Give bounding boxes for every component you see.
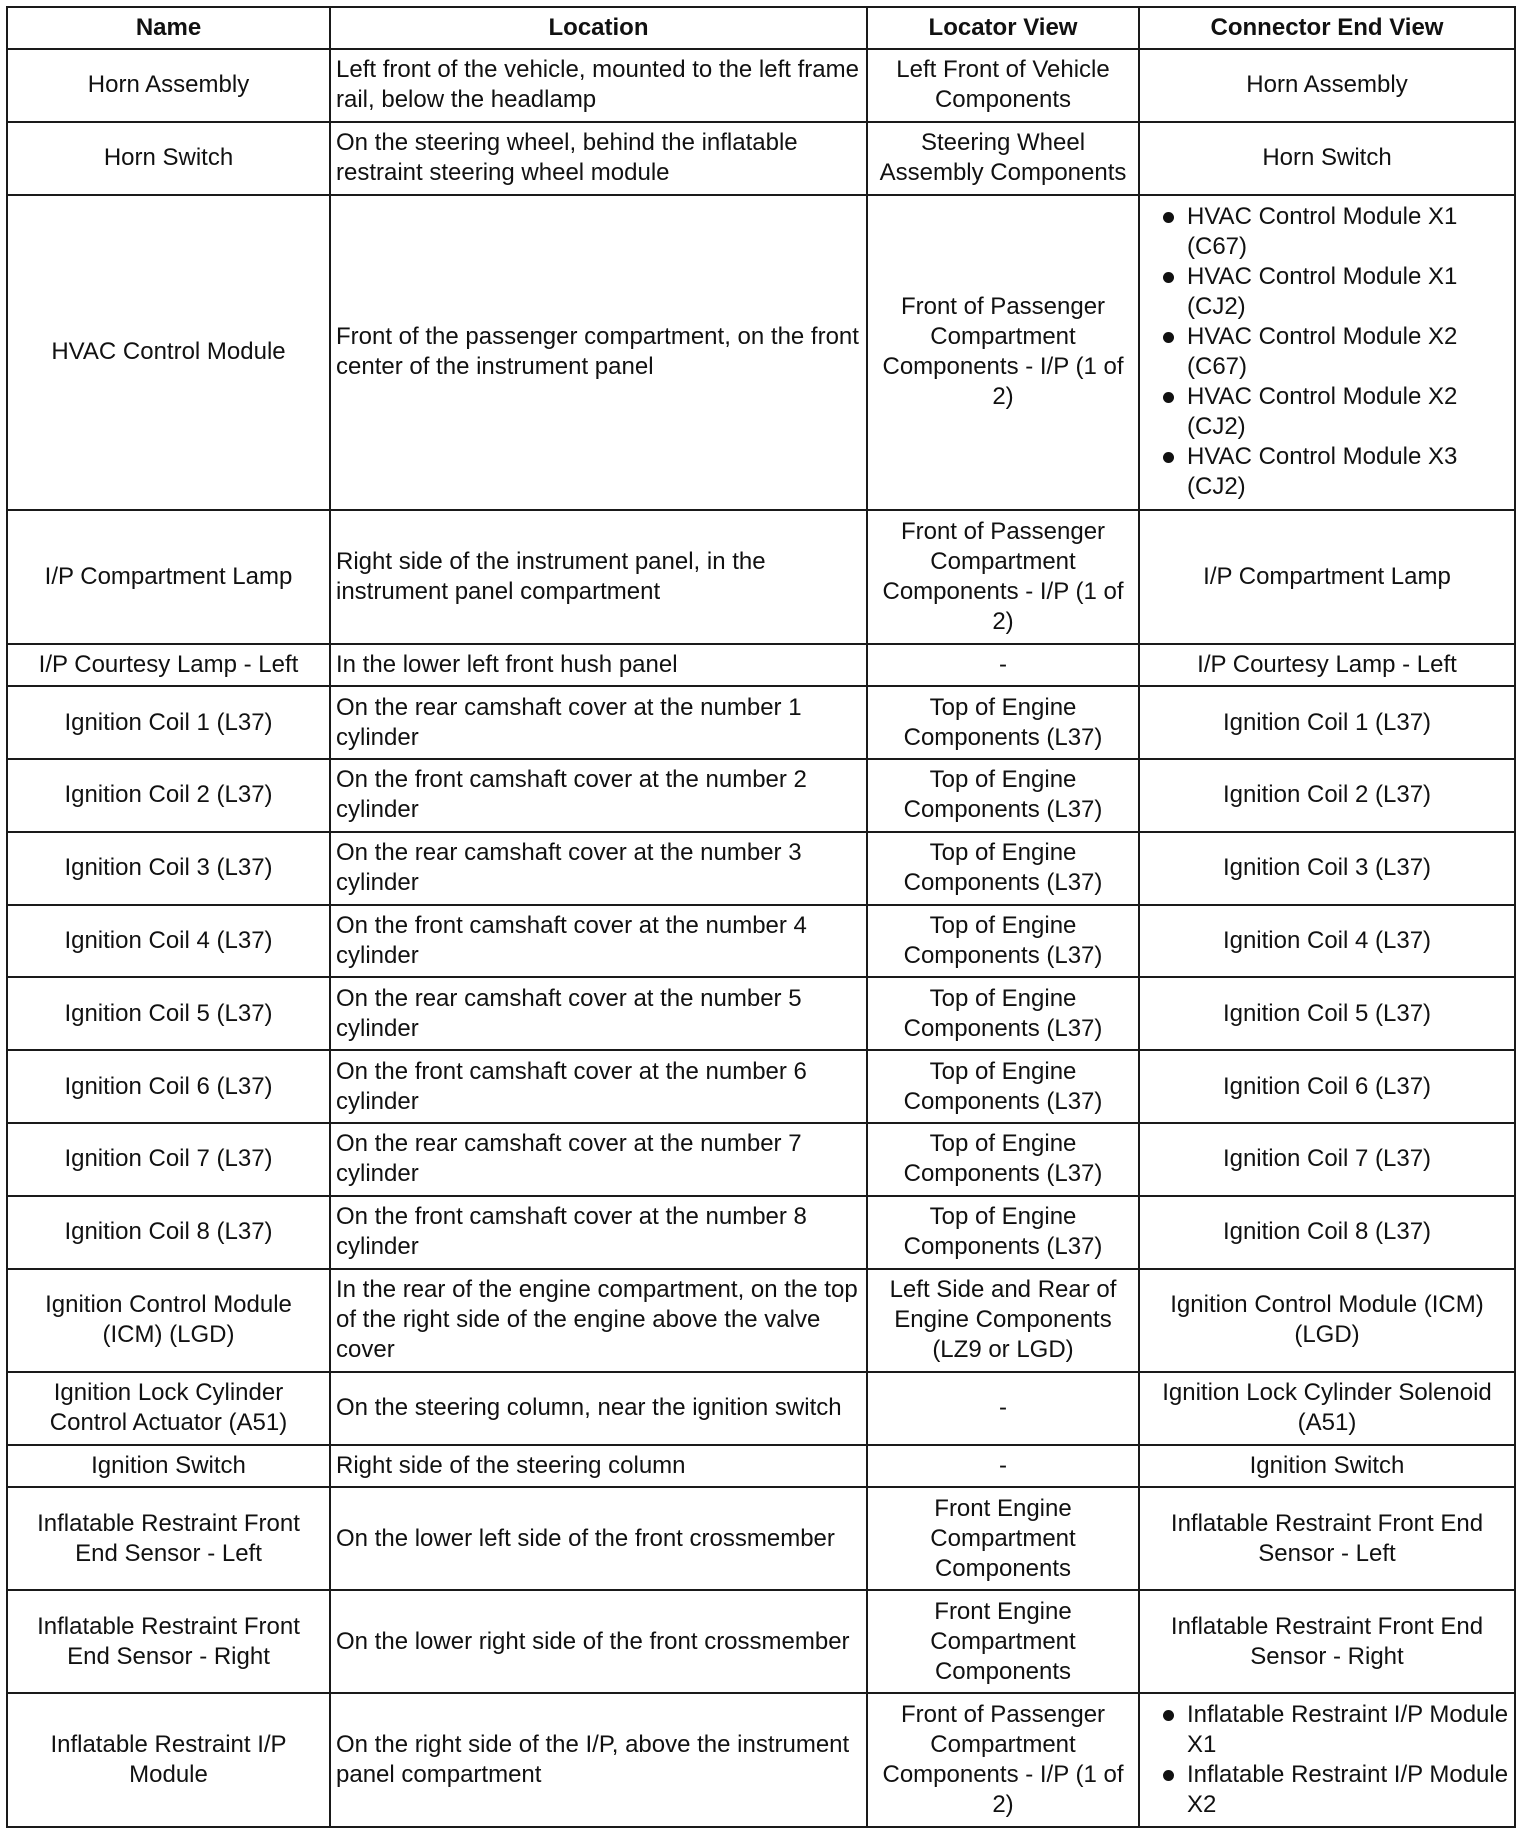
cell-location: In the rear of the engine compartment, on the top of the right side of the engine above the valve cover <box>330 1269 867 1372</box>
cell-locator-view: Left Front of Vehicle Components <box>867 49 1139 122</box>
cell-location: On the lower left side of the front crossmember <box>330 1487 867 1590</box>
cell-name: Ignition Coil 6 (L37) <box>7 1050 330 1123</box>
header-row <box>7 7 1515 49</box>
cell-name: Ignition Control Module (ICM) (LGD) <box>7 1269 330 1372</box>
cell-connector-end-view: Ignition Coil 2 (L37) <box>1139 759 1515 832</box>
header-connector-end-view: Connector End View <box>1139 7 1515 49</box>
cell-connector-end-view: Ignition Coil 5 (L37) <box>1139 977 1515 1050</box>
table-row <box>7 1196 1515 1269</box>
cell-locator-view: Front of Passenger Compartment Components - I/P (1 of 2) <box>867 510 1139 644</box>
cell-locator-view: - <box>867 644 1139 686</box>
cell-name: Horn Assembly <box>7 49 330 122</box>
cell-locator-view: Top of Engine Components (L37) <box>867 686 1139 759</box>
connector-list-item: HVAC Control Module X1 (CJ2) <box>1145 262 1509 322</box>
table-row <box>7 644 1515 686</box>
cell-locator-view: - <box>867 1445 1139 1487</box>
table-row <box>7 195 1515 511</box>
cell-locator-view: Front of Passenger Compartment Components - I/P (1 of 2) <box>867 195 1139 511</box>
cell-connector-end-view: Horn Switch <box>1139 122 1515 195</box>
cell-locator-view: Front Engine Compartment Components <box>867 1487 1139 1590</box>
connector-list-item: HVAC Control Module X2 (C67) <box>1145 322 1509 382</box>
cell-location: On the right side of the I/P, above the instrument panel compartment <box>330 1693 867 1827</box>
connector-list <box>1145 1700 1509 1820</box>
cell-name: Ignition Coil 7 (L37) <box>7 1123 330 1196</box>
cell-name: Inflatable Restraint I/P Module <box>7 1693 330 1827</box>
cell-connector-end-view: Ignition Coil 1 (L37) <box>1139 686 1515 759</box>
cell-location: On the steering column, near the ignition switch <box>330 1372 867 1445</box>
table-row <box>7 1123 1515 1196</box>
cell-connector-end-view: Inflatable Restraint Front End Sensor - Left <box>1139 1487 1515 1590</box>
cell-name: Ignition Coil 2 (L37) <box>7 759 330 832</box>
table-row <box>7 686 1515 759</box>
cell-name: Ignition Lock Cylinder Control Actuator (A51) <box>7 1372 330 1445</box>
cell-locator-view: Front Engine Compartment Components <box>867 1590 1139 1693</box>
cell-connector-end-view: Ignition Control Module (ICM) (LGD) <box>1139 1269 1515 1372</box>
connector-list <box>1145 202 1509 502</box>
cell-locator-view: Top of Engine Components (L37) <box>867 759 1139 832</box>
table-row <box>7 1372 1515 1445</box>
cell-name: Ignition Coil 1 (L37) <box>7 686 330 759</box>
cell-location: Right side of the instrument panel, in the instrument panel compartment <box>330 510 867 644</box>
cell-locator-view: Top of Engine Components (L37) <box>867 832 1139 905</box>
cell-locator-view: Top of Engine Components (L37) <box>867 977 1139 1050</box>
table-row <box>7 977 1515 1050</box>
table-row <box>7 1050 1515 1123</box>
table-row <box>7 1487 1515 1590</box>
cell-connector-end-view: I/P Compartment Lamp <box>1139 510 1515 644</box>
cell-connector-end-view: Ignition Lock Cylinder Solenoid (A51) <box>1139 1372 1515 1445</box>
cell-connector-end-view: Inflatable Restraint Front End Sensor - Right <box>1139 1590 1515 1693</box>
cell-connector-end-view: Ignition Coil 3 (L37) <box>1139 832 1515 905</box>
header-location: Location <box>330 7 867 49</box>
cell-connector-end-view: Ignition Switch <box>1139 1445 1515 1487</box>
cell-connector-end-view: Ignition Coil 8 (L37) <box>1139 1196 1515 1269</box>
cell-locator-view: Left Side and Rear of Engine Components (LZ9 or LGD) <box>867 1269 1139 1372</box>
cell-connector-end-view: Ignition Coil 4 (L37) <box>1139 905 1515 978</box>
cell-location: On the rear camshaft cover at the number 5 cylinder <box>330 977 867 1050</box>
cell-location: On the steering wheel, behind the inflatable restraint steering wheel module <box>330 122 867 195</box>
cell-name: Ignition Coil 4 (L37) <box>7 905 330 978</box>
cell-locator-view: Top of Engine Components (L37) <box>867 905 1139 978</box>
cell-name: Ignition Coil 8 (L37) <box>7 1196 330 1269</box>
cell-location: In the lower left front hush panel <box>330 644 867 686</box>
cell-locator-view: Steering Wheel Assembly Components <box>867 122 1139 195</box>
cell-connector-end-view <box>1139 195 1515 511</box>
cell-location: Left front of the vehicle, mounted to the left frame rail, below the headlamp <box>330 49 867 122</box>
table-row <box>7 1269 1515 1372</box>
cell-name: HVAC Control Module <box>7 195 330 511</box>
cell-location: On the front camshaft cover at the number 6 cylinder <box>330 1050 867 1123</box>
cell-connector-end-view: Horn Assembly <box>1139 49 1515 122</box>
table-body <box>7 49 1515 1827</box>
table-row <box>7 510 1515 644</box>
connector-list-item: HVAC Control Module X3 (CJ2) <box>1145 442 1509 502</box>
cell-name: Ignition Coil 3 (L37) <box>7 832 330 905</box>
cell-location: On the rear camshaft cover at the number 3 cylinder <box>330 832 867 905</box>
cell-name: Inflatable Restraint Front End Sensor - Right <box>7 1590 330 1693</box>
table-row <box>7 832 1515 905</box>
cell-name: Ignition Switch <box>7 1445 330 1487</box>
cell-locator-view: Front of Passenger Compartment Components - I/P (1 of 2) <box>867 1693 1139 1827</box>
cell-connector-end-view: Ignition Coil 7 (L37) <box>1139 1123 1515 1196</box>
cell-location: On the lower right side of the front crossmember <box>330 1590 867 1693</box>
connector-list-item: Inflatable Restraint I/P Module X1 <box>1145 1700 1509 1760</box>
cell-connector-end-view: I/P Courtesy Lamp - Left <box>1139 644 1515 686</box>
cell-name: Inflatable Restraint Front End Sensor - Left <box>7 1487 330 1590</box>
table-row <box>7 905 1515 978</box>
header-name: Name <box>7 7 330 49</box>
cell-locator-view: Top of Engine Components (L37) <box>867 1196 1139 1269</box>
cell-location: On the front camshaft cover at the number 8 cylinder <box>330 1196 867 1269</box>
table-row <box>7 759 1515 832</box>
table-row <box>7 1590 1515 1693</box>
cell-location: On the front camshaft cover at the number 2 cylinder <box>330 759 867 832</box>
header-locator-view: Locator View <box>867 7 1139 49</box>
table-row <box>7 49 1515 122</box>
connector-list-item: HVAC Control Module X1 (C67) <box>1145 202 1509 262</box>
cell-location: Front of the passenger compartment, on the front center of the instrument panel <box>330 195 867 511</box>
table-row <box>7 1445 1515 1487</box>
table-row <box>7 1693 1515 1827</box>
cell-name: I/P Compartment Lamp <box>7 510 330 644</box>
cell-location: On the rear camshaft cover at the number 1 cylinder <box>330 686 867 759</box>
connector-list-item: Inflatable Restraint I/P Module X2 <box>1145 1760 1509 1820</box>
cell-name: Ignition Coil 5 (L37) <box>7 977 330 1050</box>
cell-locator-view: - <box>867 1372 1139 1445</box>
cell-location: On the front camshaft cover at the number 4 cylinder <box>330 905 867 978</box>
cell-name: I/P Courtesy Lamp - Left <box>7 644 330 686</box>
connector-list-item: HVAC Control Module X2 (CJ2) <box>1145 382 1509 442</box>
cell-locator-view: Top of Engine Components (L37) <box>867 1123 1139 1196</box>
table-row <box>7 122 1515 195</box>
cell-connector-end-view: Ignition Coil 6 (L37) <box>1139 1050 1515 1123</box>
cell-location: On the rear camshaft cover at the number 7 cylinder <box>330 1123 867 1196</box>
cell-connector-end-view <box>1139 1693 1515 1827</box>
cell-locator-view: Top of Engine Components (L37) <box>867 1050 1139 1123</box>
cell-location: Right side of the steering column <box>330 1445 867 1487</box>
cell-name: Horn Switch <box>7 122 330 195</box>
component-locator-table <box>6 6 1516 1828</box>
